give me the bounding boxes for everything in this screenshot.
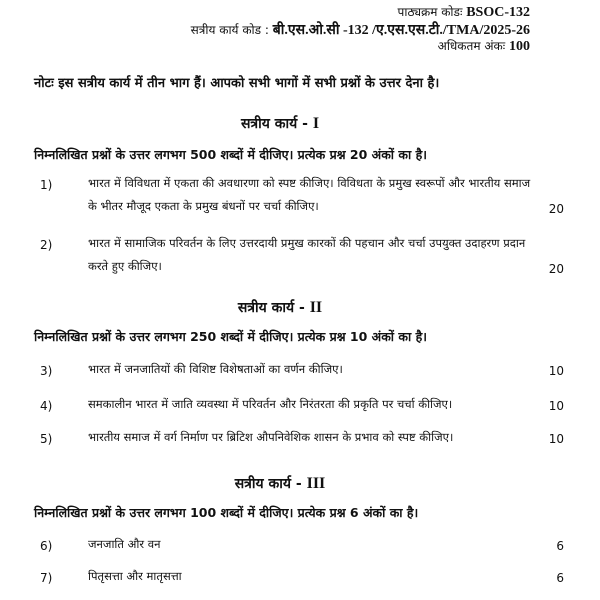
section-2-roman-numeral: II: [309, 299, 323, 316]
section-1-roman-numeral: I: [312, 115, 320, 132]
assignment-code-label: सत्रीय कार्य कोड :: [190, 23, 269, 37]
section-3-roman-numeral: III: [306, 475, 326, 492]
question-1-text: भारत में विविधता में एकता की अवधारणा को स्पष्ट कीजिए। विविधता के प्रमुख स्वरूपों और भारतीय समाज के भीतर मौजूद एकता के प्रमुख बंधनों पर चर्चा कीजिए।: [88, 176, 531, 213]
assignment-code: बी.एस.ओ.सी -132 /ए.एस.एस.टी./TMA/2025-26: [272, 23, 530, 38]
question-1-marks: 20: [548, 202, 564, 216]
max-marks-line: [438, 38, 530, 55]
course-code-line: [398, 4, 530, 21]
question-5-number: 5): [40, 432, 53, 446]
question-6-marks: 6: [556, 539, 564, 553]
section-3-title: [0, 474, 560, 493]
max-marks: 100: [509, 39, 530, 54]
section-1-instruction: निम्नलिखित प्रश्नों के उत्तर लगभग 500 शब्दों में दीजिए। प्रत्येक प्रश्न 20 अंकों का है।: [34, 147, 427, 162]
assignment-code-line: [191, 22, 530, 39]
course-code-label: पाठ्यक्रम कोडः: [397, 5, 463, 19]
question-7-number: 7): [40, 571, 53, 585]
question-3-marks: 10: [548, 364, 564, 378]
question-6-text: जनजाति और वन: [88, 537, 161, 551]
section-3-instruction: निम्नलिखित प्रश्नों के उत्तर लगभग 100 शब्दों में दीजिए। प्रत्येक प्रश्न 6 अंकों का है।: [34, 505, 419, 520]
question-2-number: 2): [40, 238, 53, 252]
question-4-marks: 10: [548, 399, 564, 413]
assignment-note: नोटः इस सत्रीय कार्य में तीन भाग हैं। आपको सभी भागों में सभी प्रश्नों के उत्तर देना है।: [34, 76, 440, 91]
question-2-text: भारत में सामाजिक परिवर्तन के लिए उत्तरदायी प्रमुख कारकों की पहचान और चर्चा उपयुक्त उदाहरण प्रदान करते हुए कीजिए।: [88, 236, 526, 273]
question-5-marks: 10: [548, 432, 564, 446]
cropped-header-line: [494, 0, 516, 2]
section-1-title: [0, 114, 560, 133]
question-5-text: भारतीय समाज में वर्ग निर्माण पर ब्रिटिश औपनिवेशिक शासन के प्रभाव को स्पष्ट कीजिए।: [88, 430, 454, 444]
section-2-instruction: निम्नलिखित प्रश्नों के उत्तर लगभग 250 शब्दों में दीजिए। प्रत्येक प्रश्न 10 अंकों का है।: [34, 329, 427, 344]
section-2-title-prefix: सत्रीय कार्य -: [237, 300, 305, 316]
course-code: BSOC-132: [466, 5, 530, 20]
question-4-number: 4): [40, 399, 53, 413]
section-3-title-prefix: सत्रीय कार्य -: [234, 476, 302, 492]
question-3-text: भारत में जनजातियों की विशिष्ट विशेषताओं का वर्णन कीजिए।: [88, 362, 343, 376]
max-marks-label: अधिकतम अंकः: [437, 39, 506, 53]
question-2-marks: 20: [548, 262, 564, 276]
section-2-title: [0, 298, 560, 317]
question-7-text: पितृसत्ता और मातृसत्ता: [88, 569, 182, 583]
question-3-number: 3): [40, 364, 53, 378]
question-1-number: 1): [40, 178, 53, 192]
question-4-text: समकालीन भारत में जाति व्यवस्था में परिवर्तन और निरंतरता की प्रकृति पर चर्चा कीजिए।: [88, 397, 453, 411]
section-1-title-prefix: सत्रीय कार्य -: [240, 116, 308, 132]
question-6-number: 6): [40, 539, 53, 553]
question-7-marks: 6: [556, 571, 564, 585]
